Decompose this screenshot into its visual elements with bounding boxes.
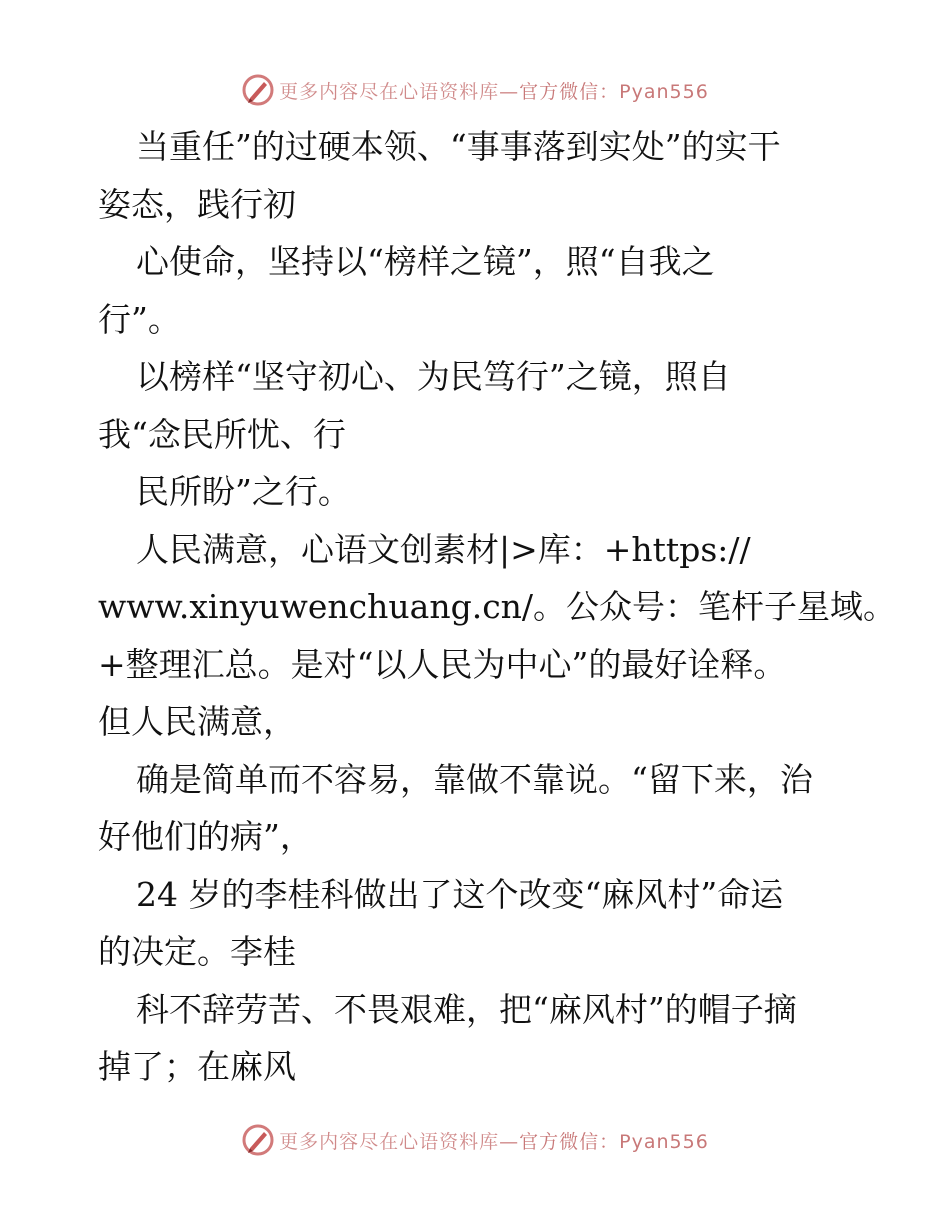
banner-official: 官方微信：Pyan556 <box>519 80 709 103</box>
text-line: 好他们的病”， <box>98 817 313 856</box>
text-line: 24 岁的李桂科做出了这个改变“麻风村”命运 <box>136 874 784 914</box>
text-line: 民所盼”之行。 <box>136 472 351 511</box>
pen-logo-icon <box>241 73 275 107</box>
text-line: 心使命，坚持以“榜样之镜”，照“自我之 <box>136 242 715 281</box>
banner-dash: — <box>499 1130 520 1153</box>
banner-official: 官方微信：Pyan556 <box>519 1130 709 1153</box>
text-line: www.xinyuwenchuang.cn/。公众号：笔杆子星域。 <box>98 587 897 626</box>
text-line: 掉了；在麻风 <box>98 1047 296 1086</box>
banner-title: 更多内容尽在心语资料库 <box>279 1130 500 1153</box>
text-line: 姿态，践行初 <box>98 184 296 224</box>
banner-text <box>279 77 709 104</box>
footer-banner <box>0 1120 950 1160</box>
text-line: 人民满意，心语文创素材|>库：+https:// <box>136 529 751 569</box>
text-line: 当重任”的过硬本领、“事事落到实处”的实干 <box>136 127 781 166</box>
pen-logo-icon <box>241 1123 275 1157</box>
banner-dash: — <box>499 80 520 103</box>
text-line: 行”。 <box>98 299 181 339</box>
text-line: 我“念民所忧、行 <box>98 414 346 454</box>
text-line: 科不辞劳苦、不畏艰难，把“麻风村”的帽子摘 <box>136 989 797 1029</box>
text-line: 但人民满意， <box>98 702 296 741</box>
header-banner <box>0 70 950 110</box>
banner-title: 更多内容尽在心语资料库 <box>279 80 500 103</box>
text-line: 的决定。李桂 <box>98 932 296 971</box>
body-text <box>98 118 897 1096</box>
text-line: 以榜样“坚守初心、为民笃行”之镜，照自 <box>136 357 731 396</box>
text-line: +整理汇总。是对“以人民为中心”的最好诠释。 <box>98 644 787 684</box>
text-line: 确是简单而不容易，靠做不靠说。“留下来，治 <box>136 759 813 799</box>
banner-text <box>279 1127 709 1154</box>
